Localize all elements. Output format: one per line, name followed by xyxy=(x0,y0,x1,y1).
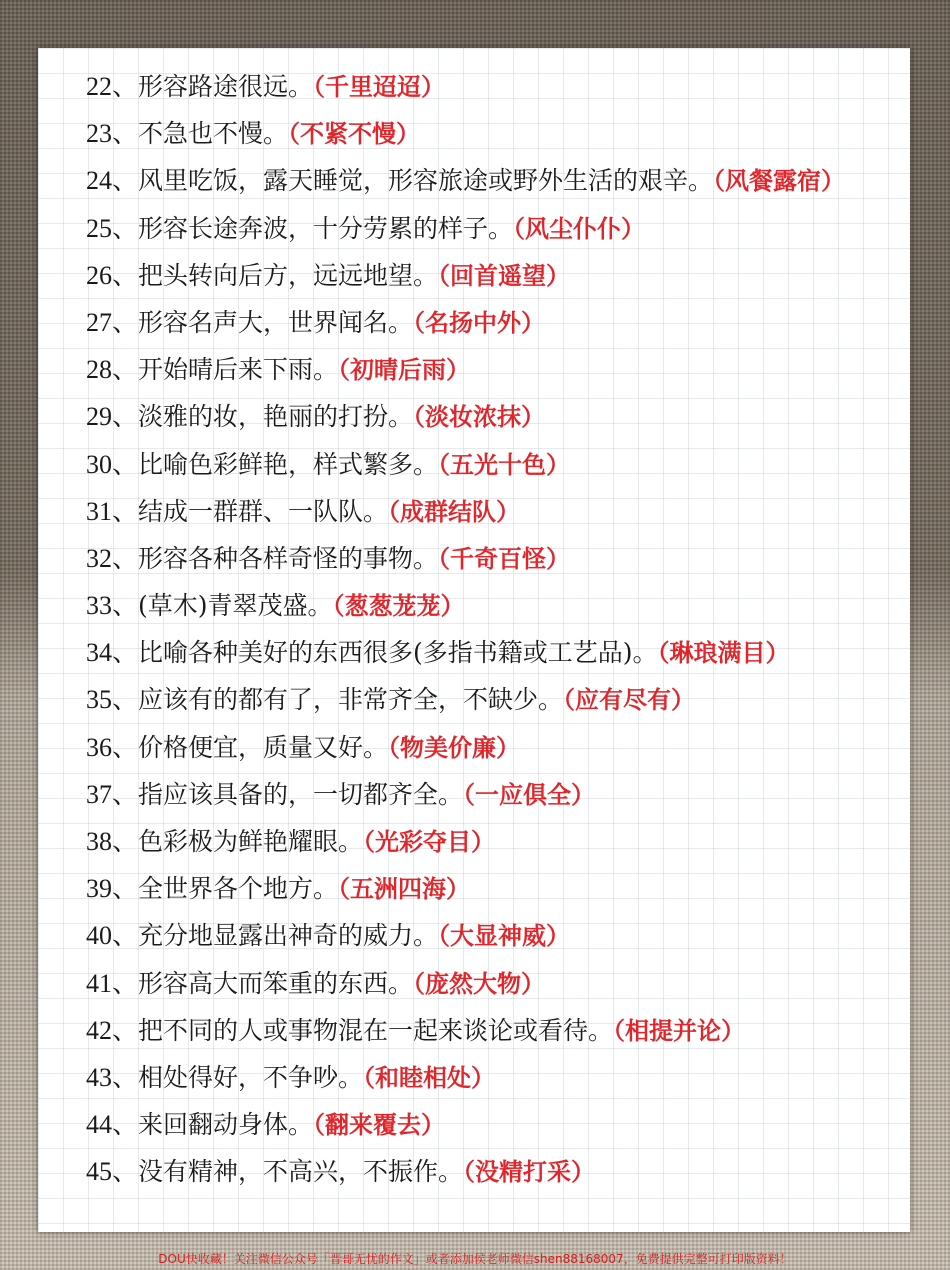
list-item xyxy=(86,724,845,771)
item-number: 45、 xyxy=(86,1157,139,1187)
item-definition: 形容长途奔波，十分劳累的样子。 xyxy=(138,213,514,243)
list-item xyxy=(86,63,845,110)
list-item xyxy=(86,960,845,1007)
list-item xyxy=(86,535,845,582)
item-answer: （五洲四海） xyxy=(338,875,471,904)
item-number: 24、 xyxy=(86,166,139,196)
item-answer: （千奇百怪） xyxy=(438,544,571,573)
item-answer: （淡妆浓抹） xyxy=(413,403,546,432)
item-answer: （应有尽有） xyxy=(563,686,696,715)
item-definition: 相处得好，不争吵。 xyxy=(138,1062,364,1092)
item-number: 22、 xyxy=(86,72,139,101)
item-definition: 价格便宜，质量又好。 xyxy=(138,732,389,762)
item-definition: 形容名声大，世界闻名。 xyxy=(138,307,414,337)
item-definition: 色彩极为鲜艳耀眼。 xyxy=(138,827,364,856)
item-number: 25、 xyxy=(86,213,139,243)
list-item xyxy=(86,1007,845,1054)
item-number: 30、 xyxy=(86,449,139,479)
list-item xyxy=(86,865,845,912)
item-definition: 没有精神，不高兴，不振作。 xyxy=(138,1157,464,1187)
item-answer: （名扬中外） xyxy=(413,308,546,337)
list-item xyxy=(86,582,845,629)
item-definition: 形容高大而笨重的东西。 xyxy=(138,968,414,998)
item-answer: （庞然大物） xyxy=(413,969,546,998)
item-answer: （葱葱茏茏） xyxy=(332,592,465,621)
item-answer: （一应俱全） xyxy=(463,780,596,809)
list-item xyxy=(86,299,845,346)
item-definition: 不急也不慢。 xyxy=(138,119,289,149)
item-number: 31、 xyxy=(86,496,139,526)
list-item xyxy=(86,1054,845,1101)
item-definition: 淡雅的妆，艳丽的打扮。 xyxy=(138,402,414,432)
list-item xyxy=(86,1148,845,1195)
item-answer: （不紧不慢） xyxy=(288,120,421,149)
item-answer: （五光十色） xyxy=(438,450,571,479)
list-item xyxy=(86,912,845,959)
list-item xyxy=(86,676,845,723)
item-definition: 形容各种各样奇怪的事物。 xyxy=(138,543,439,573)
item-number: 34、 xyxy=(86,638,139,668)
item-answer: （翻来覆去） xyxy=(313,1111,446,1140)
item-number: 27、 xyxy=(86,307,139,337)
item-answer: （琳琅满目） xyxy=(657,639,790,668)
list-item xyxy=(86,771,845,818)
item-definition: 把不同的人或事物混在一起来谈论或看待。 xyxy=(138,1015,614,1045)
item-answer: （风尘仆仆） xyxy=(513,214,646,243)
item-number: 36、 xyxy=(86,732,139,762)
item-number: 23、 xyxy=(86,119,139,149)
item-answer: （回首遥望） xyxy=(438,261,571,290)
item-definition: 充分地显露出神奇的威力。 xyxy=(138,921,439,951)
item-definition: 风里吃饭，露天睡觉，形容旅途或野外生活的艰辛。 xyxy=(138,166,714,196)
list-item xyxy=(86,488,845,535)
item-number: 37、 xyxy=(86,779,139,809)
list-item xyxy=(86,346,845,393)
item-answer: （成群结队） xyxy=(388,497,521,526)
item-number: 38、 xyxy=(86,827,139,856)
item-answer: （初晴后雨） xyxy=(338,356,471,385)
item-definition: (草木)青翠茂盛。 xyxy=(138,591,333,621)
item-definition: 形容路途很远。 xyxy=(138,72,314,101)
item-definition: 结成一群群、一队队。 xyxy=(138,496,389,526)
item-definition: 开始晴后来下雨。 xyxy=(138,355,339,385)
list-item xyxy=(86,1101,845,1148)
item-answer: （没精打采） xyxy=(463,1158,596,1187)
list-item xyxy=(86,205,845,252)
item-number: 39、 xyxy=(86,874,139,904)
item-number: 28、 xyxy=(86,355,139,385)
item-definition: 全世界各个地方。 xyxy=(138,874,339,904)
item-answer: （光彩夺目） xyxy=(363,828,496,856)
item-number: 32、 xyxy=(86,543,139,573)
list-item xyxy=(86,629,845,676)
item-number: 29、 xyxy=(86,402,139,432)
list-item xyxy=(86,157,845,204)
item-answer: （和睦相处） xyxy=(363,1063,496,1092)
list-item xyxy=(86,252,845,299)
item-answer: （相提并论） xyxy=(613,1016,746,1045)
item-definition: 指应该具备的，一切都齐全。 xyxy=(138,779,464,809)
item-number: 43、 xyxy=(86,1062,139,1092)
item-answer: （风餐露宿） xyxy=(713,167,846,196)
list-item xyxy=(86,110,845,157)
item-definition: 来回翻动身体。 xyxy=(138,1110,314,1140)
list-item xyxy=(86,393,845,440)
item-number: 35、 xyxy=(86,685,139,715)
item-number: 41、 xyxy=(86,968,139,998)
item-number: 26、 xyxy=(86,260,139,290)
item-number: 42、 xyxy=(86,1015,139,1045)
worksheet-paper xyxy=(38,48,910,1232)
idiom-list xyxy=(86,63,845,1196)
list-item xyxy=(86,818,845,865)
item-answer: （物美价廉） xyxy=(388,733,521,762)
item-number: 33、 xyxy=(86,591,139,621)
list-item xyxy=(86,441,845,488)
item-answer: （千里迢迢） xyxy=(313,73,446,101)
item-definition: 比喻各种美好的东西很多(多指书籍或工艺品)。 xyxy=(138,638,658,668)
item-number: 44、 xyxy=(86,1110,139,1140)
item-number: 40、 xyxy=(86,921,139,951)
footer-note: DOU快收藏！关注微信公众号「晋哥无忧的作文」或者添加侯老师微信shen88168007，免费提供完整可打印版资料！ xyxy=(158,1252,792,1266)
item-definition: 把头转向后方，远远地望。 xyxy=(138,260,439,290)
item-answer: （大显神威） xyxy=(438,922,571,951)
item-definition: 应该有的都有了，非常齐全，不缺少。 xyxy=(138,685,564,715)
item-definition: 比喻色彩鲜艳，样式繁多。 xyxy=(138,449,439,479)
